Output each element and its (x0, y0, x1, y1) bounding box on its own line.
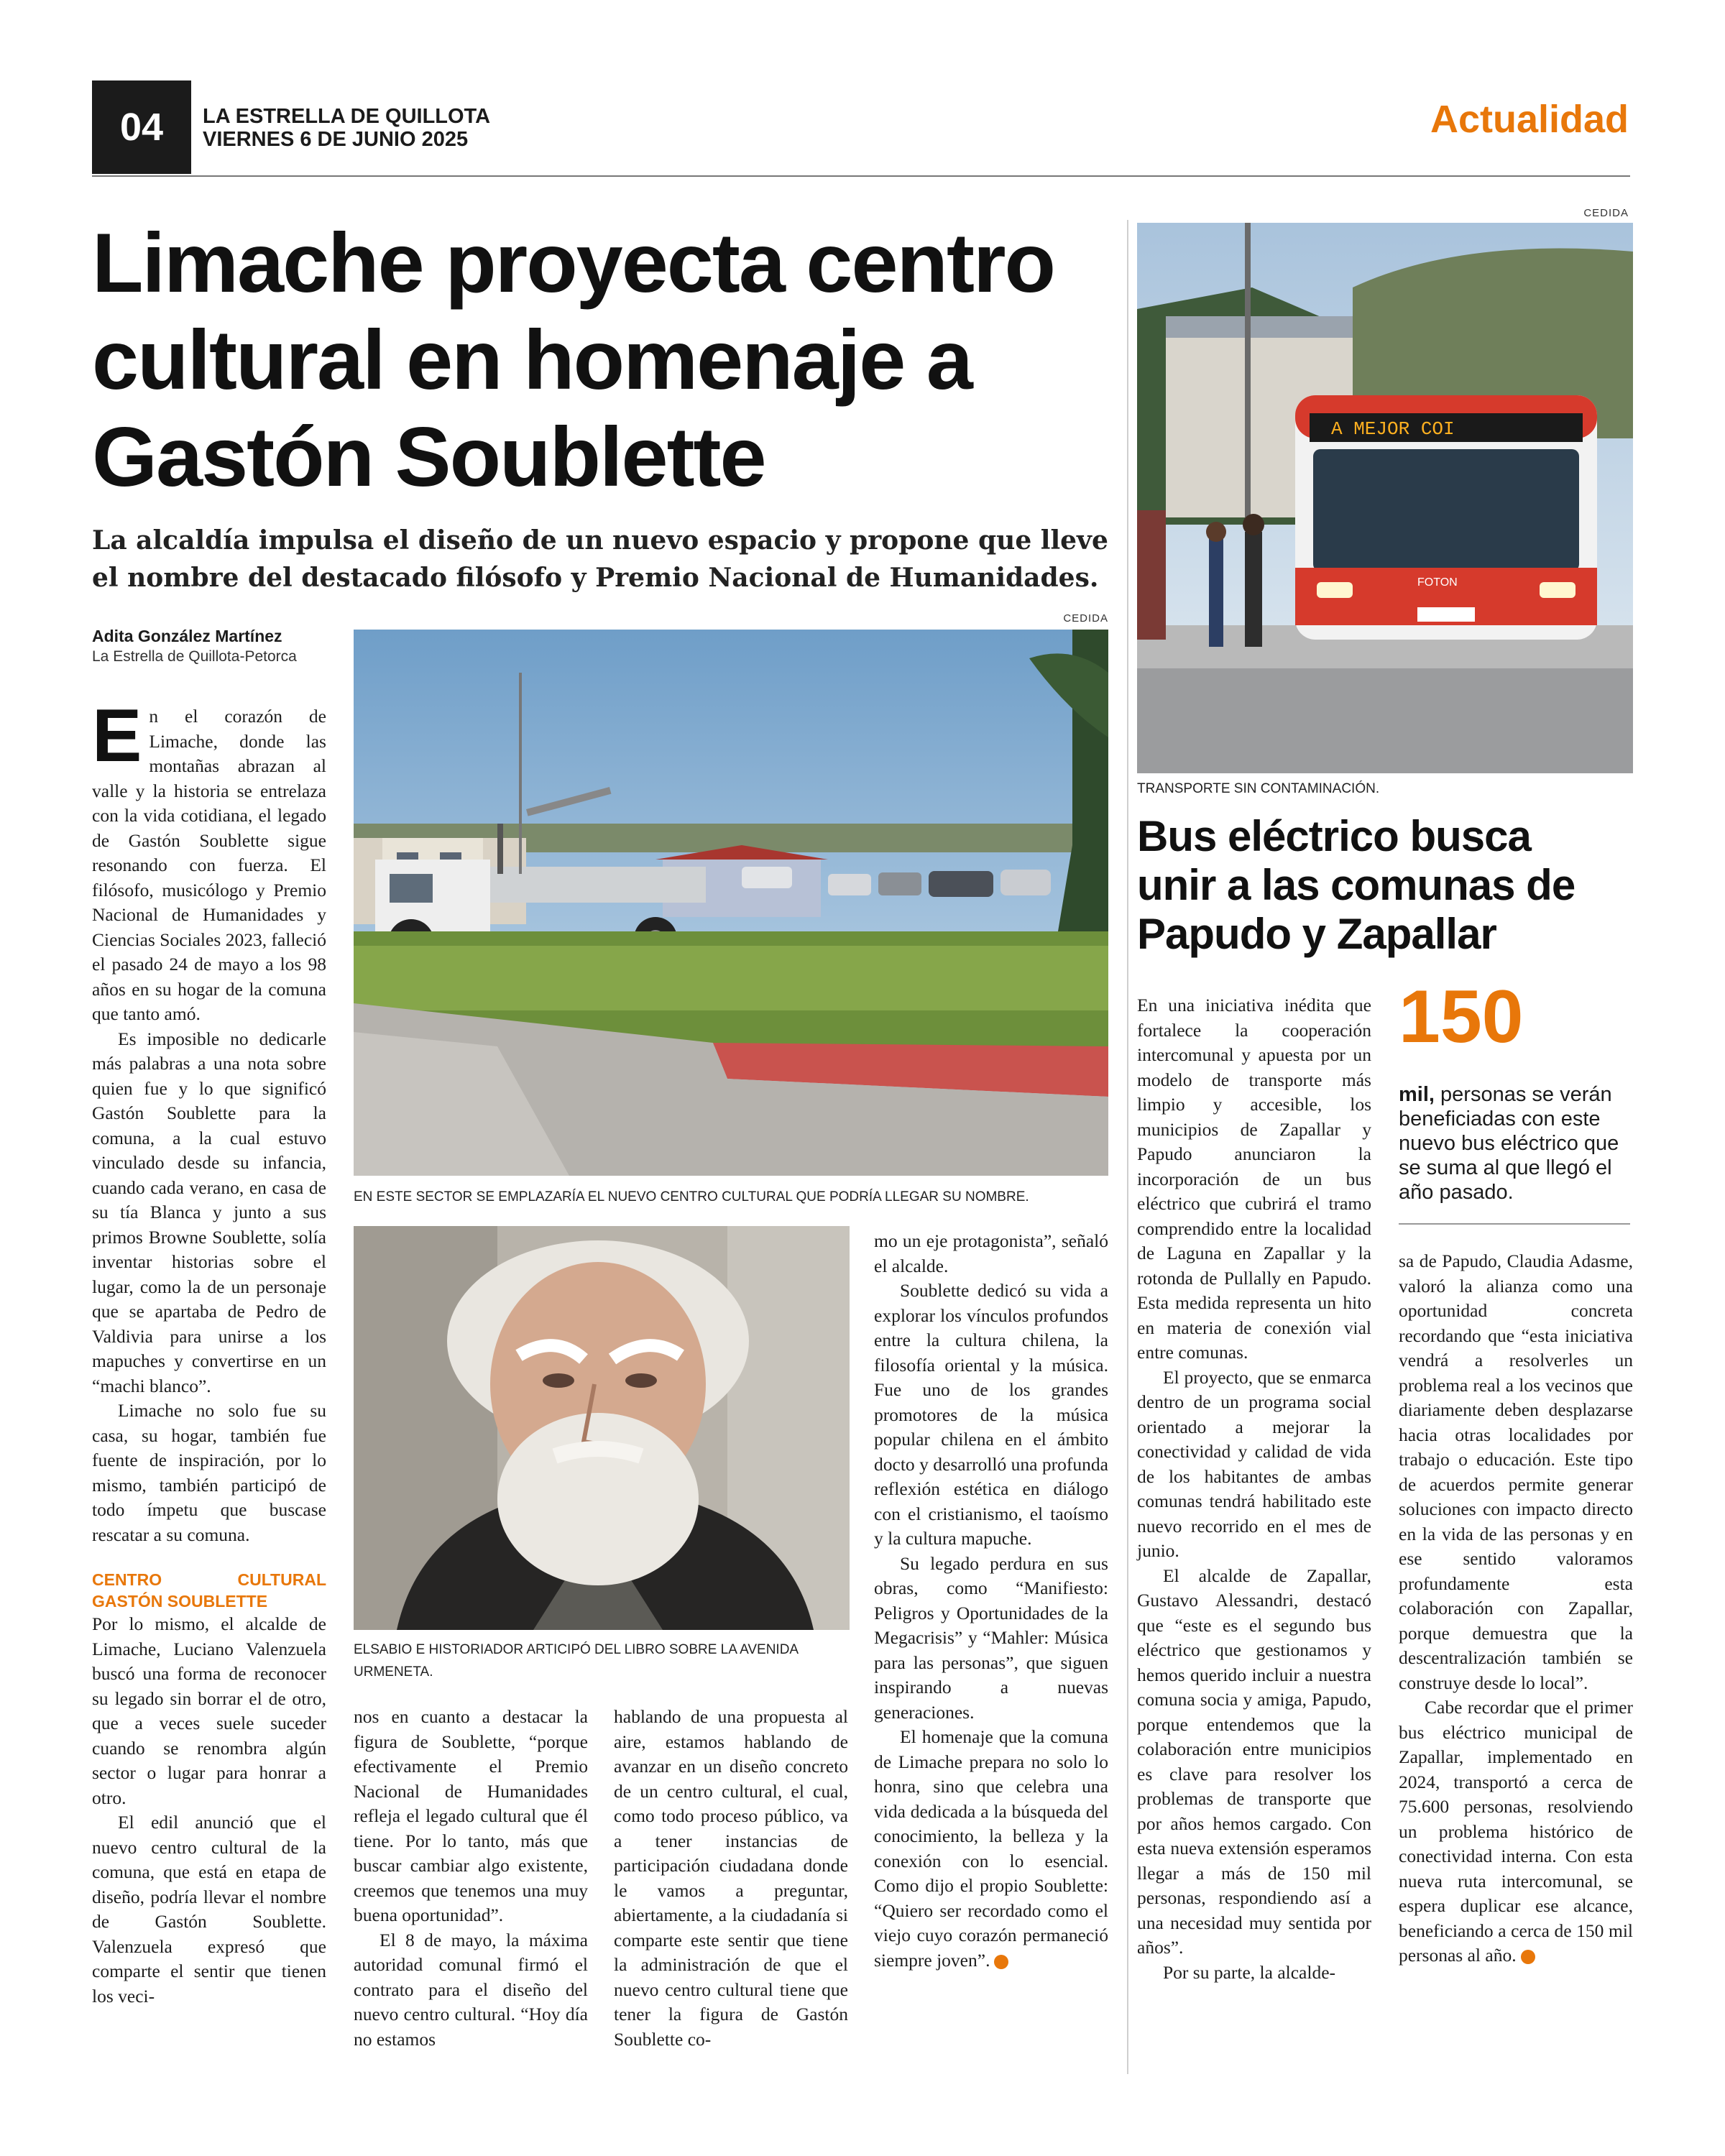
paragraph: Cabe recordar que el primer bus eléctrico municipal de Zapallar, implementado en 2024, transportó a cerca de 75.600 personas, resolviendo un problema histórico de conectividad interna. Con esta nueva ruta intercomunal, se espera duplicar ese alcance, beneficiando a cerca de 150 mil personas al año. (1399, 1697, 1633, 1966)
paragraph: En una iniciativa inédita que fortalece la cooperación intercomunal y apuesta por un modelo de transporte más limpio y accesible, los municipios de Zapallar y Papudo anunciaron la incorporación de un bus eléctrico que cubrirá el tramo comprendido entre la localidad de Laguna en Zapallar y la rotonda de Pullally en Papudo. Esta medida representa un hito en materia de conexión vial entre comunas. (1137, 995, 1371, 1363)
section-label: Actualidad (1430, 98, 1629, 141)
paragraph: n el corazón de Limache, donde las montañas abrazan al valle y la historia se entrelaza con la vida cotidiana, el legado de Gastón Soublette sigue resonando con fuerza. El filósofo, musicólogo y Premio Nacional de Humanidades y Ciencias Sociales 2023, falleció el pasado 24 de mayo a los 98 años en su hogar de la comuna que tanto amó. (92, 706, 326, 1024)
portrait-photo (354, 1226, 850, 1630)
paragraph: Por lo mismo, el alcalde de Limache, Luciano Valenzuela buscó una forma de reconocer su legado sin borrar el de otro, que a veces suele suceder cuando se renombra algún sector o lugar para honrar a otro. (92, 1613, 326, 1808)
article-headline: Limache proyecta centro cultural en homenaje a Gastón Soublette (92, 216, 1054, 504)
header-divider (92, 175, 1630, 177)
bus-photo-caption: TRANSPORTE SIN CONTAMINACIÓN. (1137, 781, 1380, 796)
paragraph: El alcalde de Zapallar, Gustavo Alessandri, destacó que “este es el segundo bus eléctrico que gestionamos y hemos querido incluir a nuestra comuna socia y amiga, Papudo, porque entendemos que la colaboración entre municipios es clave para resolver los problemas de transporte que por años hemos cargado. Con esta nueva extensión esperamos llegar a más de 150 mil personas, respondiendo así a una necesidad muy sentida por años”. (1137, 1565, 1371, 1958)
paragraph: El homenaje que la comuna de Limache prepara no solo lo honra, sino que celebra una vida dedicada a la búsqueda del conocimiento, la belleza y la conexión con lo esencial. Como dijo el propio Soublette: “Quiero ser recordado como el viejo cuyo corazón permaneció siempre joven”. (874, 1726, 1108, 1971)
paragraph: Por su parte, la alcalde- (1163, 1961, 1336, 1983)
paragraph: Limache no solo fue su casa, su hogar, también fue fuente de inspiración, por lo mismo, también participó de todo ímpetu que buscase rescatar a su comuna. (92, 1400, 326, 1545)
paragraph: El proyecto, que se enmarca dentro de un programa social orientado a mejorar la conectividad y calidad de vida de los habitantes de ambas comunas tendrá habilitado este nuevo recorrido en el mes de junio. (1137, 1366, 1371, 1561)
paragraph: Es imposible no dedicarle más palabras a una nota sobre quien fue y lo que significó Gastón Soublette para la comuna, a la cual estuvo vinculado desde su infancia, cuando cada verano, en casa de su tía Blanca y junto a sus primos Browne Soublette, solía inventar historias sobre el lugar, como la de un personaje que se apartaba de Pedro de Valdivia para unirse a los mapuches y convertirse en un “machi blanco”. (92, 1028, 326, 1396)
paragraph: El 8 de mayo, la máxima autoridad comunal firmó el contrato para el diseño del nuevo centro cultural. “Hoy día no estamos (354, 1929, 588, 2050)
bus-brand-label: FOTON (1417, 576, 1458, 589)
bus-photo (1137, 223, 1633, 773)
paper-name: LA ESTRELLA DE QUILLOTA (203, 105, 491, 128)
body-column-1 (92, 694, 326, 2009)
photo1-caption: EN ESTE SECTOR SE EMPLAZARÍA EL NUEVO CENTRO CULTURAL QUE PODRÍA LLEGAR SU NOMBRE. (354, 1189, 1029, 1204)
sidebar-column-2 (1399, 1249, 1633, 1968)
paragraph: Su legado perdura en sus obras, como “Manifiesto: Peligros y Oportunidades de la Megacrisis” y “Mahler: Música para las personas”, que siguen inspirando a nuevas generaciones. (874, 1552, 1108, 1723)
paragraph: Soublette dedicó su vida a explorar los vínculos profundos entre la cultura chilena, la filosofía oriental y la música. Fue uno de los grandes promotores de la música popular chilena en el ámbito docto y desarrolló una profunda reflexión estética en diálogo con el cristianismo, el taoísmo y la cultura mapuche. (874, 1280, 1108, 1549)
bus-photo-credit: CEDIDA (1583, 207, 1629, 219)
masthead (203, 105, 490, 151)
paragraph: nos en cuanto a destacar la figura de Soublette, “porque efectivamente el Premio Nacional de Humanidades refleja el legado cultural que él tiene. Por lo tanto, más que buscar cambiar algo existente, creemos que tenemos una muy buena oportunidad”. (354, 1706, 588, 1925)
paragraph: El edil anunció que el nuevo centro cultural de la comuna, que está en etapa de diseño, podría llevar el nombre de Gastón Soublette. Valenzuela expresó que comparte el sentir que tienen los veci- (92, 1812, 326, 2007)
stat-description (1399, 1082, 1633, 1204)
photo1-credit: CEDIDA (1063, 612, 1108, 625)
paragraph: hablando de una propuesta al aire, estamos hablando de avanzar en un diseño concreto de un centro cultural, el cual, como todo proceso público, va a tener instancias de participación ciudadana donde le vamos a preguntar, abiertamente, a la ciudadanía si comparte este sentir que tiene la administración de que el nuevo centro cultural tiene que tener la figura de Gastón Soublette co- (614, 1706, 848, 2050)
issue-date: VIERNES 6 DE JUNIO 2025 (203, 128, 469, 151)
end-mark-icon (1521, 1950, 1535, 1964)
paragraph: sa de Papudo, Claudia Adasme, valoró la alianza como una oportunidad concreta recordando que “esta iniciativa vendrá a resolverles un problema real a los vecinos que diariamente deben desplazarse hacia otras localidades por trabajo o educación. Este tipo de acuerdos permite generar soluciones con impacto directo en la vida de las personas y en ese sentido valoramos profundamente esta colaboración con Zapallar, porque demuestra que la descentralización también se construye desde lo local”. (1399, 1250, 1633, 1693)
article-deck: La alcaldía impulsa el diseño de un nuevo espacio y propone que lleve el nombre del destacado filósofo y Premio Nacional de Humanidades. (92, 525, 1108, 593)
sidebar-divider (1127, 220, 1128, 2074)
body-column-3 (614, 1705, 848, 2052)
subhead: CENTRO CULTURAL GASTÓN SOUBLETTE (92, 1570, 326, 1611)
site-photo (354, 630, 1108, 1176)
stat-number: 150 (1399, 975, 1524, 1059)
bus-destination-sign: A MEJOR COI (1331, 418, 1455, 440)
drop-cap: E (92, 694, 142, 778)
body-column-2 (354, 1705, 588, 2052)
photo2-caption: ELSABIO E HISTORIADOR ARTICIPÓ DEL LIBRO SOBRE LA AVENIDA URMENETA. (354, 1642, 799, 1680)
stat-text: personas se verán beneficiadas con este nuevo bus eléctrico que se suma al que llegó el año pasado. (1399, 1083, 1619, 1204)
body-column-4 (874, 1229, 1108, 1973)
byline-publication: La Estrella de Quillota-Petorca (92, 648, 297, 665)
byline-author: Adita González Martínez (92, 627, 282, 645)
sidebar-column-1 (1137, 993, 1371, 1985)
page-number: 04 (92, 80, 191, 174)
stat-divider (1399, 1223, 1630, 1225)
sidebar-headline: Bus eléctrico busca unir a las comunas de Papudo y Zapallar (1137, 812, 1576, 958)
paragraph: mo un eje protagonista”, señaló el alcalde. (874, 1230, 1108, 1276)
stat-unit: mil, (1399, 1083, 1435, 1106)
end-mark-icon (994, 1955, 1008, 1969)
